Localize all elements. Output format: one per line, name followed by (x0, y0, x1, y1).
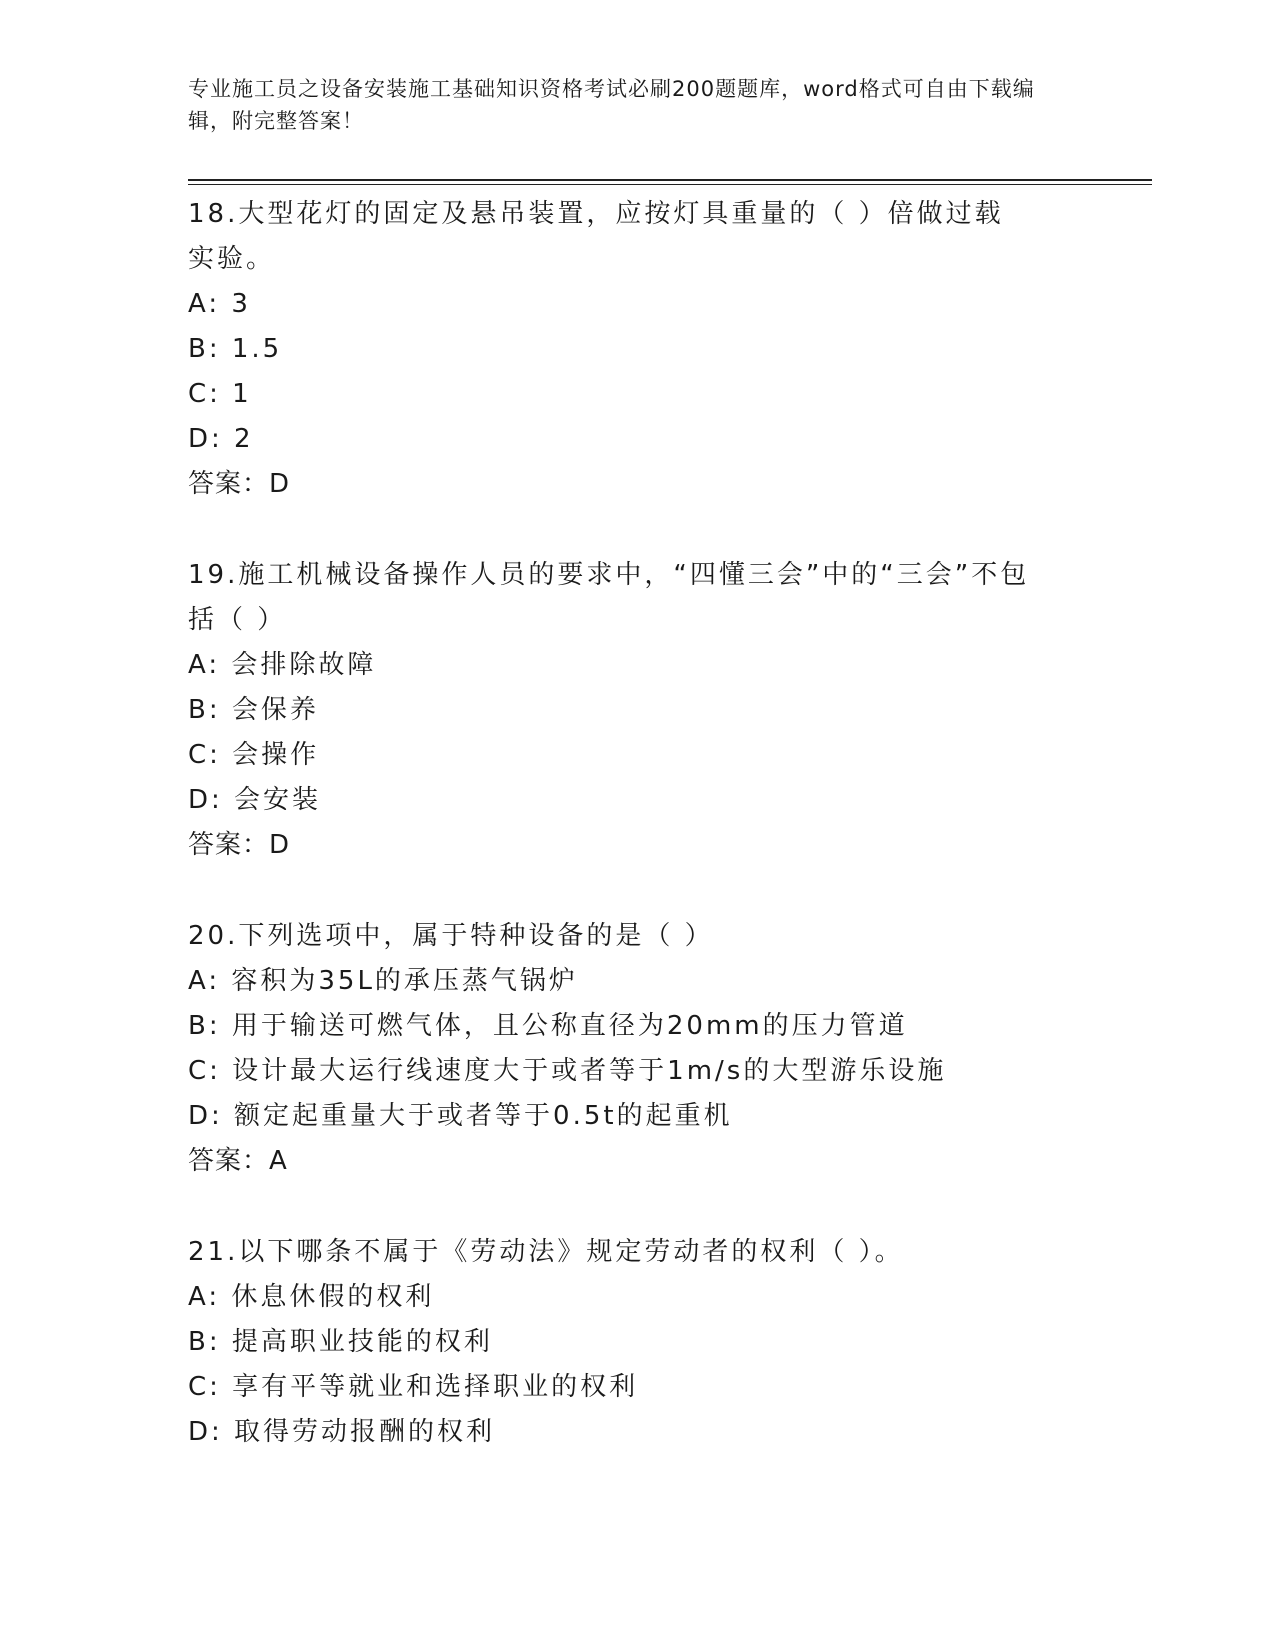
option-a: A: 3 (188, 289, 251, 319)
option-d: D: 2 (188, 424, 254, 454)
answer: 答案：D (188, 830, 291, 860)
option-d: D: 额定起重量大于或者等于0.5t的起重机 (188, 1101, 733, 1131)
question-text: 19.施工机械设备操作人员的要求中，“四懂三会”中的“三会”不包括（ ） (188, 560, 1030, 635)
question-19 (188, 553, 1088, 868)
question-text: 20.下列选项中，属于特种设备的是（ ） (188, 921, 714, 951)
header-rule-thin (188, 184, 1152, 185)
option-d: D: 取得劳动报酬的权利 (188, 1417, 496, 1447)
question-text: 18.大型花灯的固定及悬吊装置，应按灯具重量的（ ）倍做过载实验。 (188, 199, 1004, 274)
answer: 答案：D (188, 469, 291, 499)
question-21 (188, 1230, 1088, 1455)
answer: 答案：A (188, 1146, 288, 1176)
option-c: C: 享有平等就业和选择职业的权利 (188, 1372, 639, 1402)
option-c: C: 会操作 (188, 740, 320, 770)
question-20 (188, 914, 1088, 1184)
option-b: B: 提高职业技能的权利 (188, 1327, 493, 1357)
question-list (188, 192, 1088, 1501)
option-a: A: 会排除故障 (188, 650, 377, 680)
question-text: 21.以下哪条不属于《劳动法》规定劳动者的权利（ ）。 (188, 1237, 904, 1267)
option-b: B: 1.5 (188, 334, 283, 364)
option-b: B: 会保养 (188, 695, 319, 725)
header-rule-thick (188, 179, 1152, 181)
question-18 (188, 192, 1088, 507)
document-header: 专业施工员之设备安装施工基础知识资格考试必刷200题题库，word格式可自由下载编辑，附完整答案！ (188, 77, 1035, 133)
option-b: B: 用于输送可燃气体，且公称直径为20mm的压力管道 (188, 1011, 908, 1041)
option-a: A: 休息休假的权利 (188, 1282, 435, 1312)
option-d: D: 会安装 (188, 785, 322, 815)
option-c: C: 设计最大运行线速度大于或者等于1m/s的大型游乐设施 (188, 1056, 947, 1086)
option-a: A: 容积为35L的承压蒸气锅炉 (188, 966, 578, 996)
option-c: C: 1 (188, 379, 252, 409)
